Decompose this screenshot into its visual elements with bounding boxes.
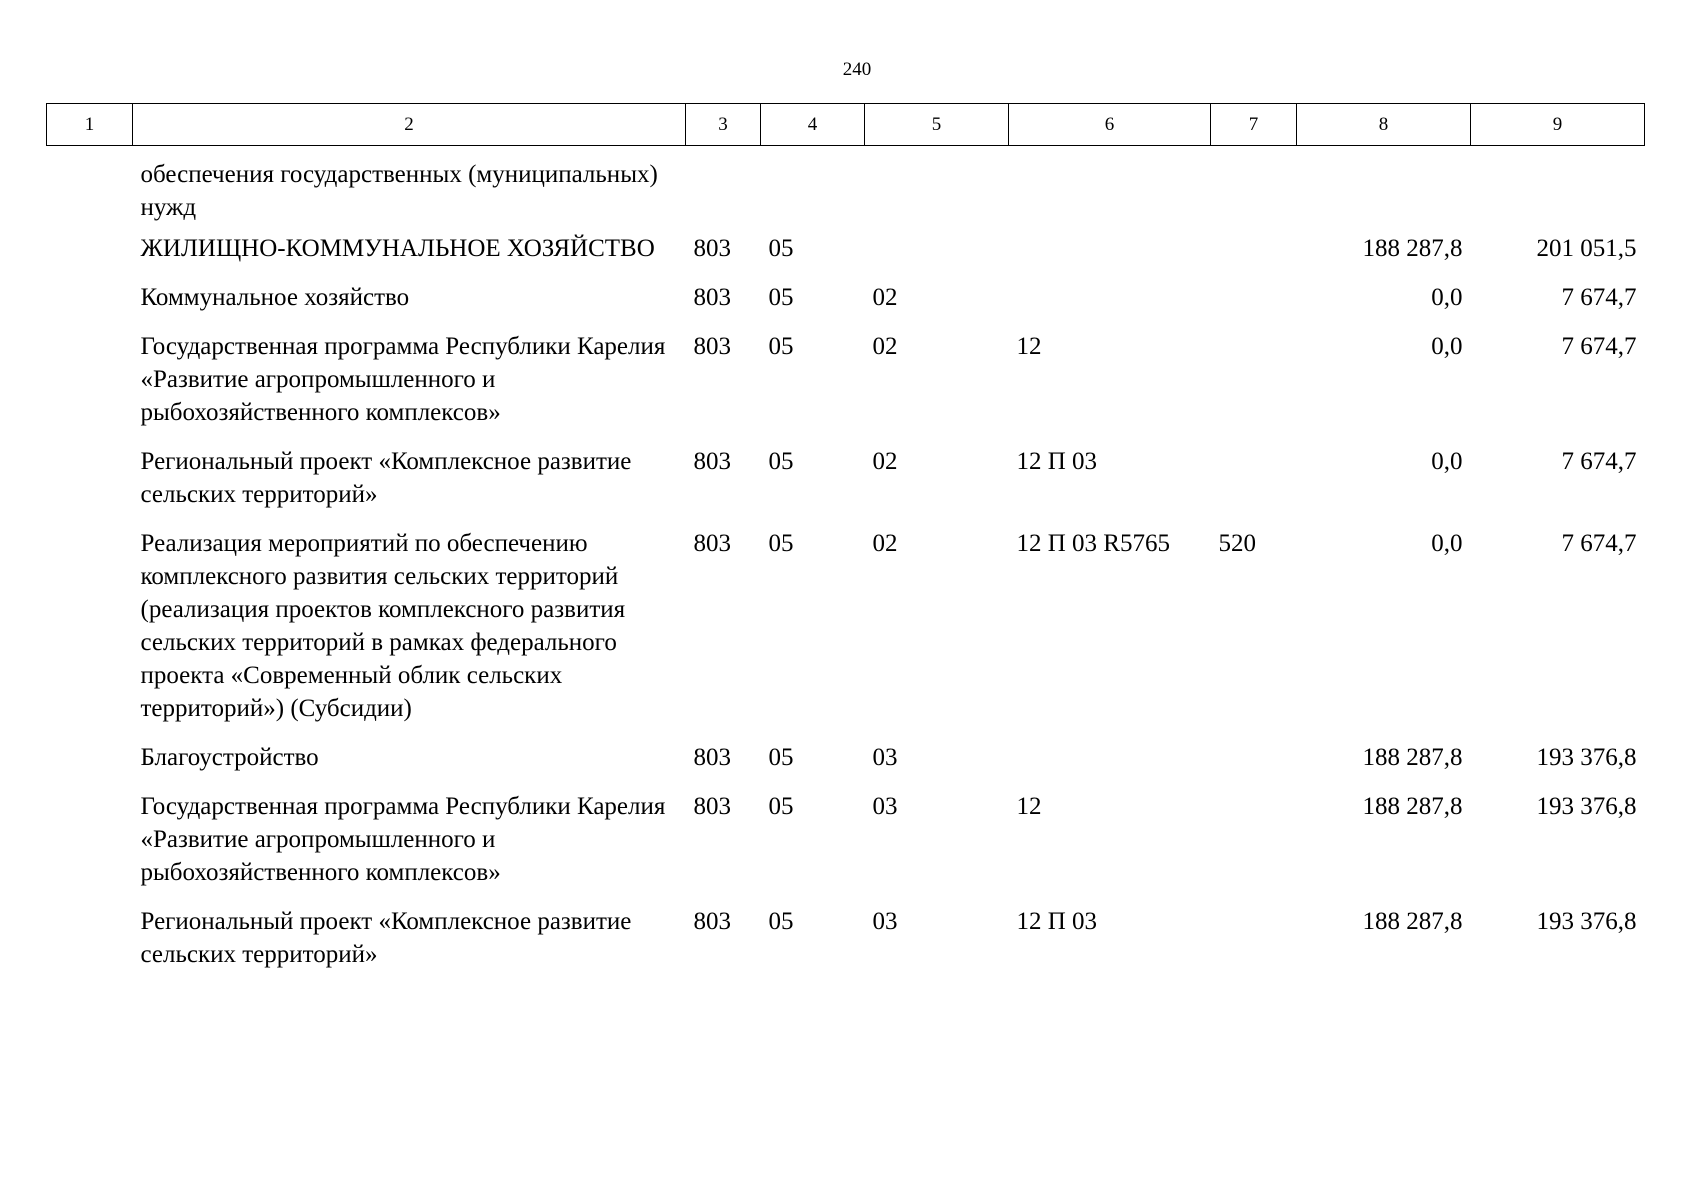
- row-csr: 12 П 03: [1016, 448, 1098, 475]
- header-col-6: 6: [1009, 104, 1211, 146]
- row-sum1: 0,0: [1431, 530, 1463, 557]
- header-col-9: 9: [1471, 104, 1645, 146]
- row-rz: 05: [768, 448, 794, 475]
- row-pr: 02: [872, 284, 898, 311]
- row-sum1: [1297, 146, 1471, 233]
- row-rz: 05: [768, 530, 794, 557]
- table-row: [47, 445, 1645, 527]
- row-pr: 03: [872, 793, 898, 820]
- row-csr: [1009, 146, 1211, 233]
- row-sum2: 7 674,7: [1561, 284, 1637, 311]
- row-sum1: 188 287,8: [1362, 744, 1463, 771]
- table-row: [47, 232, 1645, 281]
- row-name: Реализация мероприятий по обеспечению комплексного развития сельских территорий (реализация проектов комплексного развития сельских территорий в рамках федерального проекта «Современный облик сельских территорий») (Субсидии): [140, 530, 626, 722]
- row-csr: [1009, 281, 1211, 330]
- row-vr: [1211, 232, 1297, 281]
- row-name: обеспечения государственных (муниципальных) нужд: [140, 161, 658, 221]
- row-sum2: 7 674,7: [1561, 530, 1637, 557]
- row-vr: [1211, 330, 1297, 445]
- table-row: [47, 905, 1645, 987]
- row-grbs: 803: [693, 908, 731, 935]
- row-col-1: [47, 741, 133, 790]
- row-csr: [1009, 232, 1211, 281]
- row-sum1: 188 287,8: [1362, 908, 1463, 935]
- row-grbs: [686, 146, 761, 233]
- row-csr: 12 П 03 R5765: [1016, 530, 1170, 557]
- table-row: [47, 790, 1645, 905]
- row-sum2: [1471, 146, 1645, 233]
- row-pr: 03: [872, 908, 898, 935]
- row-vr: [1211, 445, 1297, 527]
- page-number: 240: [842, 59, 872, 80]
- row-rz: 05: [768, 235, 794, 262]
- row-col-1: [47, 281, 133, 330]
- row-col-1: [47, 445, 133, 527]
- row-vr: [1211, 741, 1297, 790]
- row-name: Государственная программа Республики Карелия «Развитие агропромышленного и рыбохозяйственного комплексов»: [140, 793, 666, 886]
- row-rz: 05: [768, 908, 794, 935]
- row-grbs: 803: [693, 284, 731, 311]
- row-col-1: [47, 146, 133, 233]
- row-csr: 12 П 03: [1016, 908, 1098, 935]
- header-col-4: 4: [761, 104, 865, 146]
- row-pr: 02: [872, 448, 898, 475]
- row-grbs: 803: [693, 333, 731, 360]
- row-sum2: 193 376,8: [1536, 793, 1637, 820]
- row-grbs: 803: [693, 448, 731, 475]
- row-csr: 12: [1016, 793, 1042, 820]
- row-name: Благоустройство: [140, 744, 319, 771]
- row-col-1: [47, 527, 133, 741]
- header-col-3: 3: [686, 104, 761, 146]
- row-col-1: [47, 905, 133, 987]
- row-sum1: 0,0: [1431, 284, 1463, 311]
- row-grbs: 803: [693, 793, 731, 820]
- row-sum2: 7 674,7: [1561, 333, 1637, 360]
- row-name: Региональный проект «Комплексное развитие сельских территорий»: [140, 448, 632, 508]
- row-rz: 05: [768, 744, 794, 771]
- row-name: Региональный проект «Комплексное развитие сельских территорий»: [140, 908, 632, 968]
- row-sum1: 188 287,8: [1362, 793, 1463, 820]
- row-vr: [1211, 790, 1297, 905]
- row-csr: 12: [1016, 333, 1042, 360]
- budget-table: [46, 103, 1645, 987]
- table-row: [47, 330, 1645, 445]
- row-vr: 520: [1218, 530, 1256, 557]
- row-pr: 02: [872, 333, 898, 360]
- row-grbs: 803: [693, 235, 731, 262]
- header-col-8: 8: [1297, 104, 1471, 146]
- row-vr: [1211, 281, 1297, 330]
- row-rz: 05: [768, 333, 794, 360]
- row-name: Государственная программа Республики Карелия «Развитие агропромышленного и рыбохозяйственного комплексов»: [140, 333, 666, 426]
- row-pr: 03: [872, 744, 898, 771]
- row-rz: [761, 146, 865, 233]
- row-rz: 05: [768, 793, 794, 820]
- header-col-2: 2: [133, 104, 686, 146]
- row-col-1: [47, 232, 133, 281]
- row-name: Коммунальное хозяйство: [140, 284, 410, 311]
- row-sum2: 7 674,7: [1561, 448, 1637, 475]
- table-row: [47, 741, 1645, 790]
- table-header: [47, 104, 1645, 146]
- row-vr: [1211, 905, 1297, 987]
- row-sum1: 188 287,8: [1362, 235, 1463, 262]
- row-csr: [1009, 741, 1211, 790]
- row-sum2: 193 376,8: [1536, 744, 1637, 771]
- row-pr: [865, 232, 1009, 281]
- table-row: [47, 281, 1645, 330]
- row-col-1: [47, 790, 133, 905]
- table-row: [47, 146, 1645, 233]
- table-body: [47, 146, 1645, 988]
- header-col-7: 7: [1211, 104, 1297, 146]
- row-sum2: 193 376,8: [1536, 908, 1637, 935]
- row-rz: 05: [768, 284, 794, 311]
- row-name: ЖИЛИЩНО-КОММУНАЛЬНОЕ ХОЗЯЙСТВО: [140, 235, 655, 262]
- row-pr: 02: [872, 530, 898, 557]
- row-sum1: 0,0: [1431, 333, 1463, 360]
- row-vr: [1211, 146, 1297, 233]
- row-sum2: 201 051,5: [1536, 235, 1637, 262]
- row-sum1: 0,0: [1431, 448, 1463, 475]
- header-col-5: 5: [865, 104, 1009, 146]
- table-row: [47, 527, 1645, 741]
- row-grbs: 803: [693, 744, 731, 771]
- row-pr: [865, 146, 1009, 233]
- row-grbs: 803: [693, 530, 731, 557]
- header-col-1: 1: [47, 104, 133, 146]
- row-col-1: [47, 330, 133, 445]
- header-row: [47, 104, 1645, 146]
